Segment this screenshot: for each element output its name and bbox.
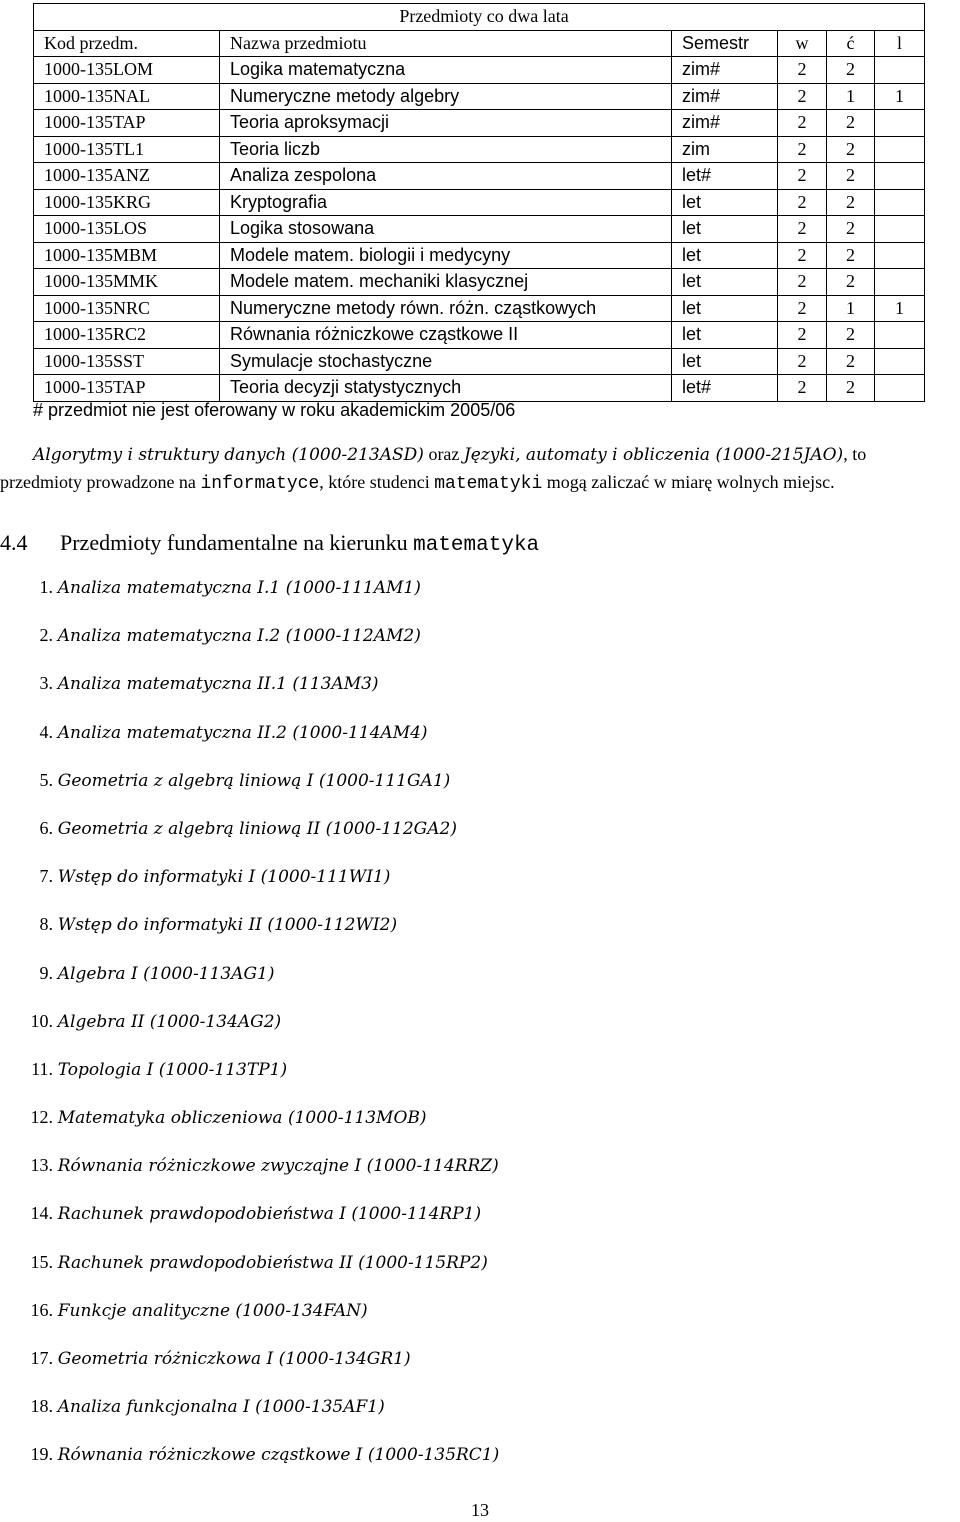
- cell-l: [875, 269, 925, 296]
- course-jao: Języki, automaty i obliczenia (1000-215JAO): [463, 445, 844, 465]
- para-line2-a: przedmioty prowadzone na: [0, 472, 201, 492]
- list-item-text: Analiza funkcjonalna I (1000-135AF1): [57, 1397, 385, 1418]
- list-item: [0, 1391, 499, 1439]
- section-heading: [0, 530, 539, 557]
- cell-w: 2: [778, 189, 827, 216]
- cell-c: 2: [827, 136, 875, 163]
- section-title: Przedmioty fundamentalne na kierunku: [60, 530, 414, 555]
- cell-code: 1000-135ANZ: [34, 163, 220, 190]
- cell-semester: let: [672, 189, 778, 216]
- list-item: [0, 958, 499, 1006]
- list-item-number: 11.: [31, 1058, 53, 1079]
- cell-name: Teoria liczb: [220, 136, 672, 163]
- cell-c: 1: [827, 83, 875, 110]
- section-number: 4.4: [0, 530, 28, 555]
- list-item-number: 8.: [39, 914, 53, 935]
- list-item-number: 5.: [39, 769, 53, 790]
- cell-l: [875, 322, 925, 349]
- table-row: [34, 216, 925, 243]
- header-c: ć: [827, 30, 875, 57]
- table-row: [34, 242, 925, 269]
- page-number: 13: [471, 1500, 489, 1520]
- cell-w: 2: [778, 295, 827, 322]
- cell-code: 1000-135RC2: [34, 322, 220, 349]
- cell-name: Analiza zespolona: [220, 163, 672, 190]
- list-item-text: Analiza matematyczna II.2 (1000-114AM4): [57, 722, 428, 743]
- table-row: [34, 269, 925, 296]
- list-item-text: Wstęp do informatyki I (1000-111WI1): [57, 867, 391, 888]
- table-footnote: # przedmiot nie jest oferowany w roku akademickim 2005/06: [33, 400, 516, 420]
- mono-informatyce: informatyce: [200, 474, 320, 494]
- list-item: [0, 1439, 499, 1487]
- list-item: [0, 620, 499, 668]
- cell-c: 2: [827, 348, 875, 375]
- cell-c: 2: [827, 189, 875, 216]
- table-body: [34, 57, 925, 402]
- cell-code: 1000-135LOS: [34, 216, 220, 243]
- list-item-number: 15.: [30, 1251, 53, 1272]
- cell-w: 2: [778, 216, 827, 243]
- list-item-number: 17.: [30, 1348, 53, 1368]
- cell-w: 2: [778, 348, 827, 375]
- cell-name: Modele matem. mechaniki klasycznej: [220, 269, 672, 296]
- cell-l: 1: [875, 83, 925, 110]
- list-item-text: Równania różniczkowe zwyczajne I (1000-114RRZ): [57, 1156, 499, 1177]
- list-item-number: 3.: [39, 673, 53, 694]
- header-l: l: [875, 30, 925, 57]
- list-item: [0, 1150, 499, 1198]
- cell-semester: zim#: [672, 57, 778, 84]
- cell-name: Modele matem. biologii i medycyny: [220, 242, 672, 269]
- cell-w: 2: [778, 136, 827, 163]
- info-paragraph: [0, 441, 960, 498]
- cell-w: 2: [778, 269, 827, 296]
- list-item-number: 19.: [30, 1444, 53, 1465]
- courses-table: [33, 3, 925, 402]
- cell-w: 2: [778, 322, 827, 349]
- list-item-number: 4.: [39, 721, 53, 742]
- table-row: [34, 295, 925, 322]
- table-row: [34, 163, 925, 190]
- cell-code: 1000-135KRG: [34, 189, 220, 216]
- table-row: [34, 348, 925, 375]
- cell-name: Numeryczne metody równ. różn. cząstkowych: [220, 295, 672, 322]
- cell-name: Numeryczne metody algebry: [220, 83, 672, 110]
- list-item-text: Rachunek prawdopodobieństwa II (1000-115RP2): [57, 1252, 488, 1273]
- para-oraz: oraz: [423, 444, 464, 464]
- cell-code: 1000-135TAP: [34, 375, 220, 402]
- cell-w: 2: [778, 242, 827, 269]
- cell-semester: let: [672, 216, 778, 243]
- cell-l: [875, 189, 925, 216]
- list-item-text: Topologia I (1000-113TP1): [57, 1059, 288, 1080]
- table-row: [34, 322, 925, 349]
- list-item: [0, 1343, 499, 1391]
- table-row: [34, 189, 925, 216]
- list-item-text: Rachunek prawdopodobieństwa I (1000-114RP1): [57, 1204, 482, 1225]
- list-item-number: 16.: [30, 1299, 53, 1320]
- cell-c: 2: [827, 163, 875, 190]
- list-item-number: 2.: [39, 625, 53, 646]
- cell-l: [875, 216, 925, 243]
- cell-c: 2: [827, 269, 875, 296]
- cell-name: Teoria aproksymacji: [220, 110, 672, 137]
- list-item-text: Geometria różniczkowa I (1000-134GR1): [57, 1349, 411, 1369]
- section-title-mono: matematyka: [413, 534, 540, 557]
- cell-w: 2: [778, 163, 827, 190]
- header-semester: Semestr: [672, 30, 778, 57]
- list-item-text: Analiza matematyczna I.1 (1000-111AM1): [57, 578, 421, 598]
- list-item-number: 7.: [39, 866, 53, 887]
- list-item-text: Geometria z algebrą liniową II (1000-112GA2): [57, 818, 457, 839]
- table-row: [34, 110, 925, 137]
- course-asd: Algorytmy i struktury danych (1000-213ASD): [33, 445, 424, 465]
- cell-semester: zim: [672, 136, 778, 163]
- list-item-number: 14.: [30, 1203, 53, 1224]
- list-item-number: 10.: [30, 1010, 53, 1031]
- cell-name: Kryptografia: [220, 189, 672, 216]
- para-line2-b: , które studenci: [319, 472, 435, 492]
- cell-l: [875, 348, 925, 375]
- table-title-row: [34, 4, 925, 31]
- cell-l: 1: [875, 295, 925, 322]
- list-item-text: Funkcje analityczne (1000-134FAN): [57, 1300, 368, 1321]
- cell-l: [875, 110, 925, 137]
- list-item-number: 13.: [30, 1155, 53, 1176]
- table-row: [34, 83, 925, 110]
- cell-code: 1000-135NAL: [34, 83, 220, 110]
- cell-semester: let: [672, 269, 778, 296]
- cell-name: Symulacje stochastyczne: [220, 348, 672, 375]
- table-header-row: [34, 30, 925, 57]
- cell-semester: let: [672, 242, 778, 269]
- cell-c: 2: [827, 242, 875, 269]
- cell-semester: let: [672, 295, 778, 322]
- cell-c: 2: [827, 322, 875, 349]
- table-row: [34, 57, 925, 84]
- list-item-text: Analiza matematyczna I.2 (1000-112AM2): [57, 626, 421, 647]
- cell-semester: let: [672, 322, 778, 349]
- cell-code: 1000-135MBM: [34, 242, 220, 269]
- cell-w: 2: [778, 375, 827, 402]
- list-item: [0, 1054, 499, 1102]
- list-item: [0, 813, 499, 861]
- cell-semester: zim#: [672, 83, 778, 110]
- cell-name: Równania różniczkowe cząstkowe II: [220, 322, 672, 349]
- cell-l: [875, 242, 925, 269]
- list-item: [0, 668, 499, 716]
- list-item-number: 1.: [39, 577, 53, 597]
- list-item-number: 12.: [30, 1107, 53, 1128]
- table-title: Przedmioty co dwa lata: [34, 4, 925, 31]
- para-to: , to: [843, 444, 867, 464]
- header-w: w: [778, 30, 827, 57]
- cell-c: 2: [827, 216, 875, 243]
- cell-l: [875, 136, 925, 163]
- list-item-text: Algebra II (1000-134AG2): [57, 1011, 282, 1032]
- table-row: [34, 136, 925, 163]
- list-item: [0, 572, 499, 620]
- cell-name: Logika stosowana: [220, 216, 672, 243]
- cell-code: 1000-135TAP: [34, 110, 220, 137]
- header-name: Nazwa przedmiotu: [220, 30, 672, 57]
- list-item: [0, 861, 499, 909]
- cell-w: 2: [778, 83, 827, 110]
- cell-name: Teoria decyzji statystycznych: [220, 375, 672, 402]
- cell-code: 1000-135LOM: [34, 57, 220, 84]
- header-code: Kod przedm.: [34, 30, 220, 57]
- list-item-number: 9.: [39, 962, 53, 983]
- list-item-number: 6.: [39, 817, 53, 838]
- list-item: [0, 1247, 499, 1295]
- cell-w: 2: [778, 57, 827, 84]
- list-item: [0, 909, 499, 957]
- cell-semester: let#: [672, 163, 778, 190]
- cell-c: 1: [827, 295, 875, 322]
- cell-c: 2: [827, 375, 875, 402]
- mono-matematyki: matematyki: [434, 474, 543, 494]
- list-item: [0, 1006, 499, 1054]
- cell-l: [875, 57, 925, 84]
- para-line2-c: mogą zaliczać w miarę wolnych miejsc.: [542, 472, 835, 492]
- cell-code: 1000-135SST: [34, 348, 220, 375]
- list-item-text: Wstęp do informatyki II (1000-112WI2): [57, 915, 398, 936]
- list-item-text: Matematyka obliczeniowa (1000-113MOB): [57, 1108, 427, 1129]
- list-item: [0, 1198, 499, 1246]
- list-item: [0, 717, 499, 765]
- cell-l: [875, 375, 925, 402]
- cell-semester: let: [672, 348, 778, 375]
- list-item-text: Algebra I (1000-113AG1): [57, 963, 275, 984]
- cell-code: 1000-135NRC: [34, 295, 220, 322]
- cell-semester: let#: [672, 375, 778, 402]
- cell-code: 1000-135TL1: [34, 136, 220, 163]
- cell-semester: zim#: [672, 110, 778, 137]
- list-item-text: Analiza matematyczna II.1 (113AM3): [57, 674, 379, 695]
- list-item: [0, 1295, 499, 1343]
- cell-c: 2: [827, 110, 875, 137]
- list-item: [0, 1102, 499, 1150]
- list-item-text: Geometria z algebrą liniową I (1000-111GA1): [57, 770, 451, 791]
- list-item: [0, 765, 499, 813]
- cell-code: 1000-135MMK: [34, 269, 220, 296]
- cell-w: 2: [778, 110, 827, 137]
- table-row: [34, 375, 925, 402]
- cell-c: 2: [827, 57, 875, 84]
- cell-l: [875, 163, 925, 190]
- subjects-list: [0, 572, 499, 1488]
- list-item-text: Równania różniczkowe cząstkowe I (1000-135RC1): [57, 1445, 500, 1466]
- cell-name: Logika matematyczna: [220, 57, 672, 84]
- list-item-number: 18.: [30, 1396, 53, 1417]
